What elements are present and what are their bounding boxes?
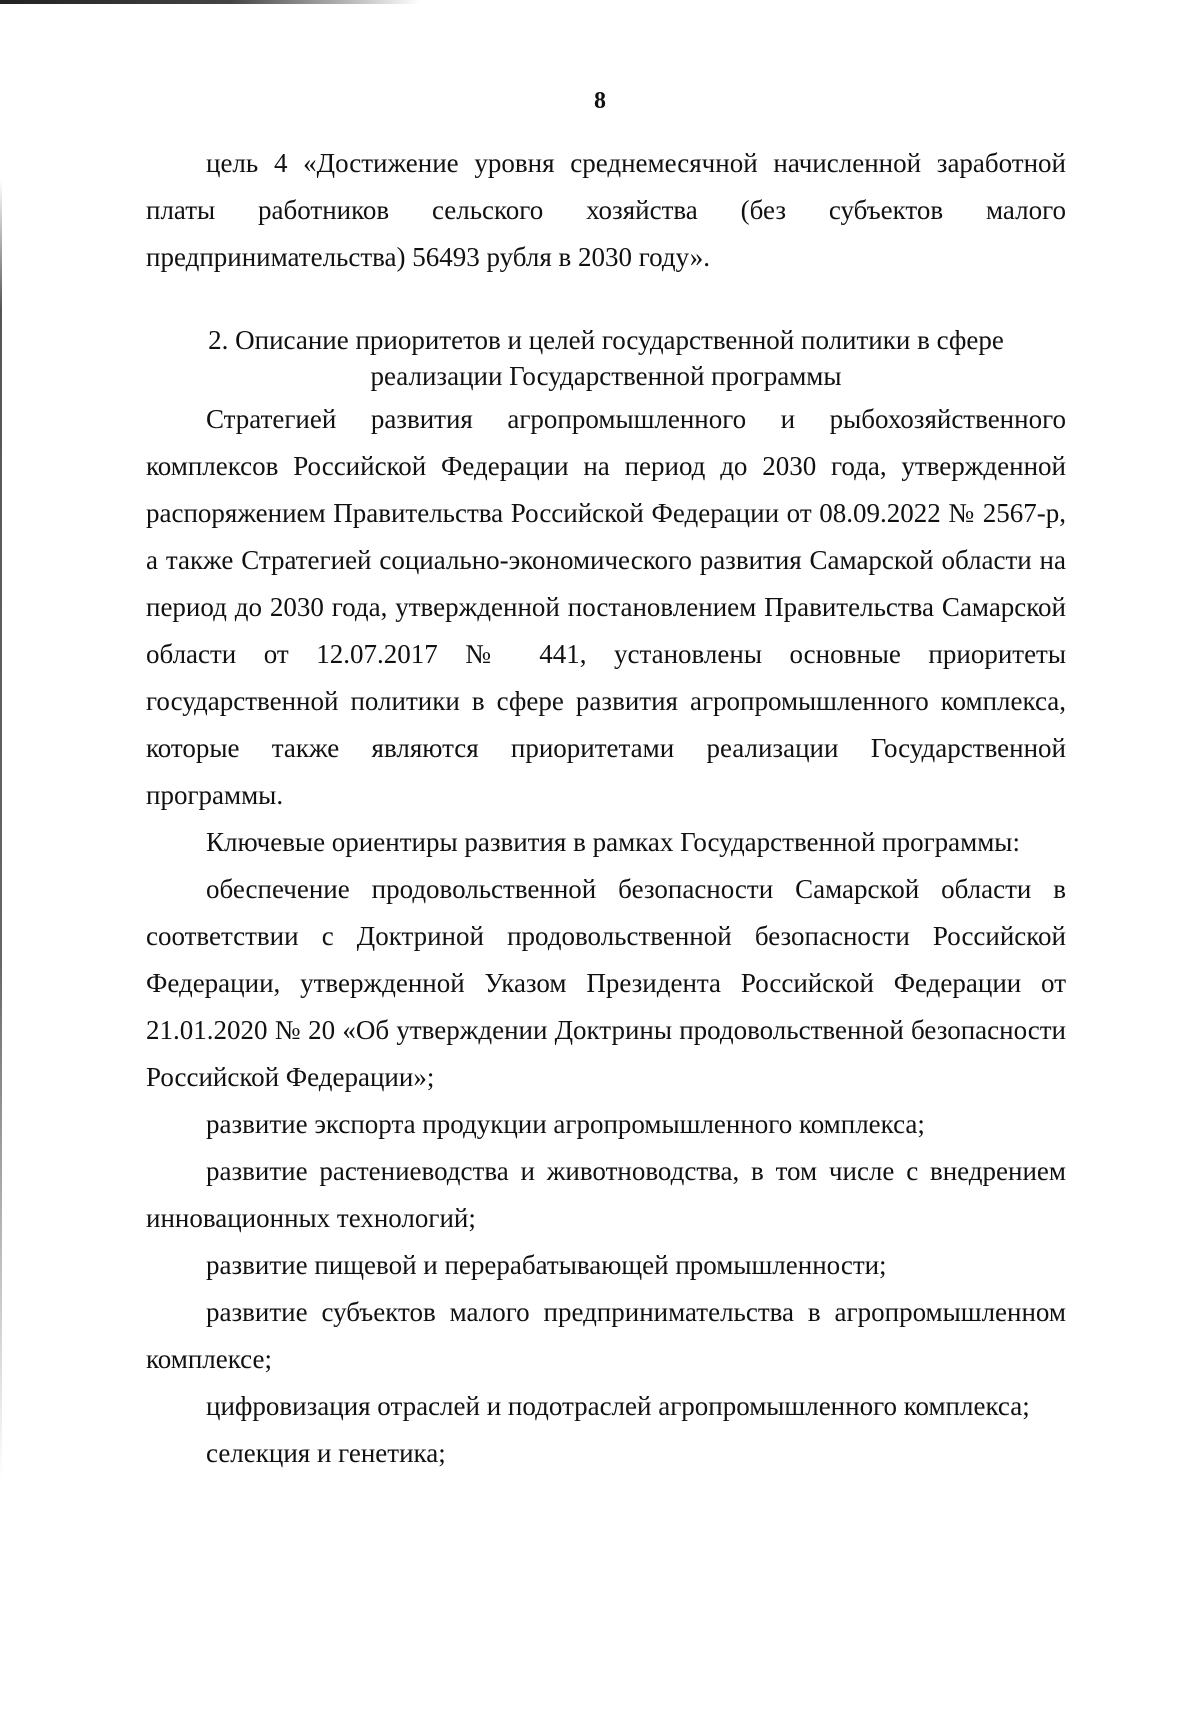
scan-edge-left xyxy=(0,180,2,1480)
scan-edge-top xyxy=(0,0,420,4)
goal-4-paragraph: цель 4 «Достижение уровня среднемесячной начисленной заработной платы работников сельского хозяйства (без субъектов малого предпринимательства) 56493 рубля в 2030 году». xyxy=(146,148,1066,272)
list-item: развитие субъектов малого предпринимательства в агропромышленном комплексе; xyxy=(146,1297,1066,1374)
list-item: обеспечение продовольственной безопасности Самарской области в соответствии с Доктриной продовольственной безопасности Российской Федерации, утвержденной Указом Президента Российской Федерации от 21.01.2020 № 20 «Об утверждении Доктрины продовольственной безопасности Российской Федерации»; xyxy=(146,874,1066,1092)
section-heading xyxy=(146,322,1066,394)
strategy-paragraph: Стратегией развития агропромышленного и рыбохозяйственного комплексов Российской Федерации на период до 2030 года, утвержденной распоряжением Правительства Российской Федерации от 08.09.2022 № 2567-р, а также Стратегией социально-экономического развития Самарской области на период до 2030 года, утвержденной постановлением Правительства Самарской области от 12.07.2017 № 441, установлены основные приоритеты государственной политики в сфере развития агропромышленного комплекса, которые также являются приоритетами реализации Государственной программы. xyxy=(146,404,1066,810)
list-item: селекция и генетика; xyxy=(206,1438,446,1468)
page-number: 8 xyxy=(594,88,606,114)
body-block xyxy=(146,396,1066,1477)
list-item: цифровизация отраслей и подотраслей агропромышленного комплекса; xyxy=(206,1391,1030,1421)
section-heading-line-1: 2. Описание приоритетов и целей государственной политики в сфере xyxy=(208,325,1004,355)
section-heading-line-2: реализации Государственной программы xyxy=(370,361,842,391)
intro-block xyxy=(146,140,1066,281)
list-item: развитие растениеводства и животноводства, в том числе с внедрением инновационных технологий; xyxy=(146,1156,1066,1233)
key-guidelines-paragraph: Ключевые ориентиры развития в рамках Государственной программы: xyxy=(206,827,1020,857)
list-item: развитие экспорта продукции агропромышленного комплекса; xyxy=(206,1109,925,1139)
list-item: развитие пищевой и перерабатывающей промышленности; xyxy=(206,1250,887,1280)
